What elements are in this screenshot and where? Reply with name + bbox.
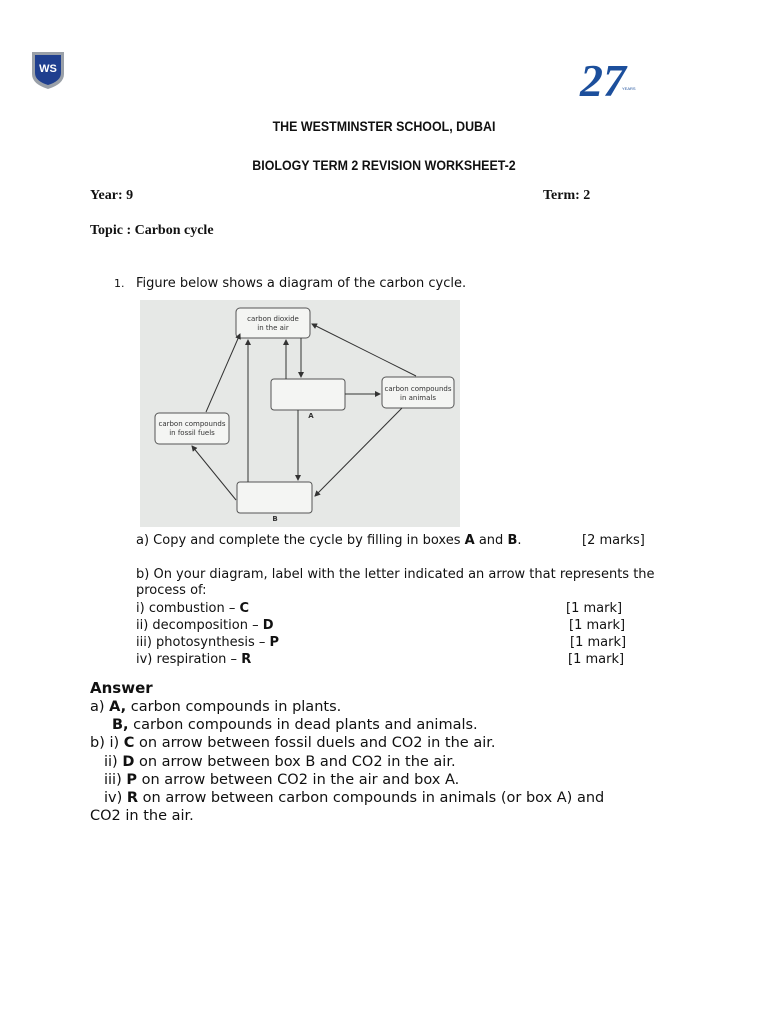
arrow-b-to-fossil: [192, 446, 236, 500]
answer-body: [90, 698, 710, 825]
answer-key: C: [123, 735, 135, 752]
answer-prefix: iii): [104, 771, 127, 788]
item-decomposition: [136, 618, 274, 633]
part-b-line1: b) On your diagram, label with the letter indicated an arrow that represents the: [136, 567, 655, 582]
answer-text: carbon compounds in plants.: [126, 699, 342, 715]
answer-text: on arrow between box B and CO2 in the air.: [134, 753, 456, 770]
worksheet-title: BIOLOGY TERM 2 REVISION WORKSHEET-2: [252, 158, 516, 173]
box-b: [237, 482, 312, 513]
school-name: THE WESTMINSTER SCHOOL, DUBAI: [272, 119, 496, 134]
item-letter: R: [241, 652, 252, 667]
item-marks: [1 mark]: [570, 635, 627, 650]
arrow-fossil-to-co2: [206, 334, 240, 412]
part-b-line2: process of:: [136, 583, 207, 598]
item-marks: [1 mark]: [566, 601, 623, 616]
box-a: [271, 379, 345, 410]
answer-key: R: [126, 790, 139, 807]
answer-key: B,: [112, 717, 129, 734]
arrow-animals-to-co2: [312, 324, 416, 376]
answer-line: [90, 734, 710, 752]
topic-label: Topic : Carbon cycle: [90, 223, 214, 238]
anniversary-word: YEARS: [622, 86, 636, 91]
item-marks: [1 mark]: [568, 652, 625, 667]
item-respiration: [136, 652, 251, 667]
year-label: Year: 9: [90, 188, 134, 203]
co2-box: [236, 308, 310, 338]
answer-line: [90, 698, 710, 716]
answer-line: [90, 771, 710, 789]
answer-prefix: b) i): [90, 735, 124, 752]
arrow-animals-to-b: [315, 408, 402, 496]
question-text: Figure below shows a diagram of the carbon cycle.: [136, 276, 467, 291]
part-a-text: a) Copy and complete the cycle by filling in boxes: [136, 533, 465, 548]
answer-text: on arrow between carbon compounds in animals (or box A) and: [138, 790, 605, 807]
label-b: B: [272, 515, 278, 523]
answer-line: [90, 753, 710, 771]
fossil-box-line1: carbon compounds: [158, 420, 226, 428]
answer-text: on arrow between fossil duels and CO2 in the air.: [134, 735, 496, 752]
answer-text: on arrow between CO2 in the air and box A.: [137, 771, 460, 788]
answer-heading: Answer: [90, 679, 153, 697]
item-letter: D: [262, 618, 274, 633]
part-a: [136, 533, 522, 548]
item-text: iii) photosynthesis –: [136, 635, 270, 650]
animals-box-line1: carbon compounds: [384, 385, 452, 393]
item-text: ii) decomposition –: [136, 618, 263, 633]
item-photosynthesis: [136, 635, 279, 650]
label-a: A: [308, 412, 314, 420]
logo-text: WS: [39, 63, 57, 75]
co2-box-line1: carbon dioxide: [247, 315, 299, 323]
question-number: 1.: [114, 277, 125, 290]
answer-key: D: [122, 753, 135, 770]
answer-line: CO2 in the air.: [90, 808, 194, 825]
anniversary-number: 27: [580, 55, 626, 102]
answer-key: A,: [109, 699, 127, 715]
part-a-marks: [2 marks]: [582, 533, 645, 548]
answer-line: [90, 716, 710, 734]
school-logo: [30, 50, 66, 90]
answer-key: P: [126, 771, 137, 788]
answer-prefix: iv): [104, 790, 127, 807]
item-text: i) combustion –: [136, 601, 240, 616]
answer-line: [90, 789, 710, 807]
part-a-and: and: [474, 533, 508, 548]
part-a-letter-a: A: [464, 533, 475, 548]
item-combustion: [136, 601, 249, 616]
item-text: iv) respiration –: [136, 652, 242, 667]
item-marks: [1 mark]: [569, 618, 626, 633]
item-letter: C: [239, 601, 250, 616]
answer-prefix: a): [90, 699, 110, 715]
answer-text: carbon compounds in dead plants and animals.: [128, 717, 478, 734]
anniversary-logo: [578, 50, 642, 102]
co2-box-line2: in the air: [257, 324, 289, 332]
fossil-box-line2: in fossil fuels: [169, 429, 215, 437]
carbon-cycle-figure: [140, 300, 460, 527]
term-label: Term: 2: [543, 188, 591, 203]
part-a-letter-b: B: [507, 533, 518, 548]
part-a-end: .: [517, 533, 522, 548]
answer-prefix: ii): [104, 753, 123, 770]
animals-box-line2: in animals: [400, 394, 436, 402]
item-letter: P: [269, 635, 280, 650]
